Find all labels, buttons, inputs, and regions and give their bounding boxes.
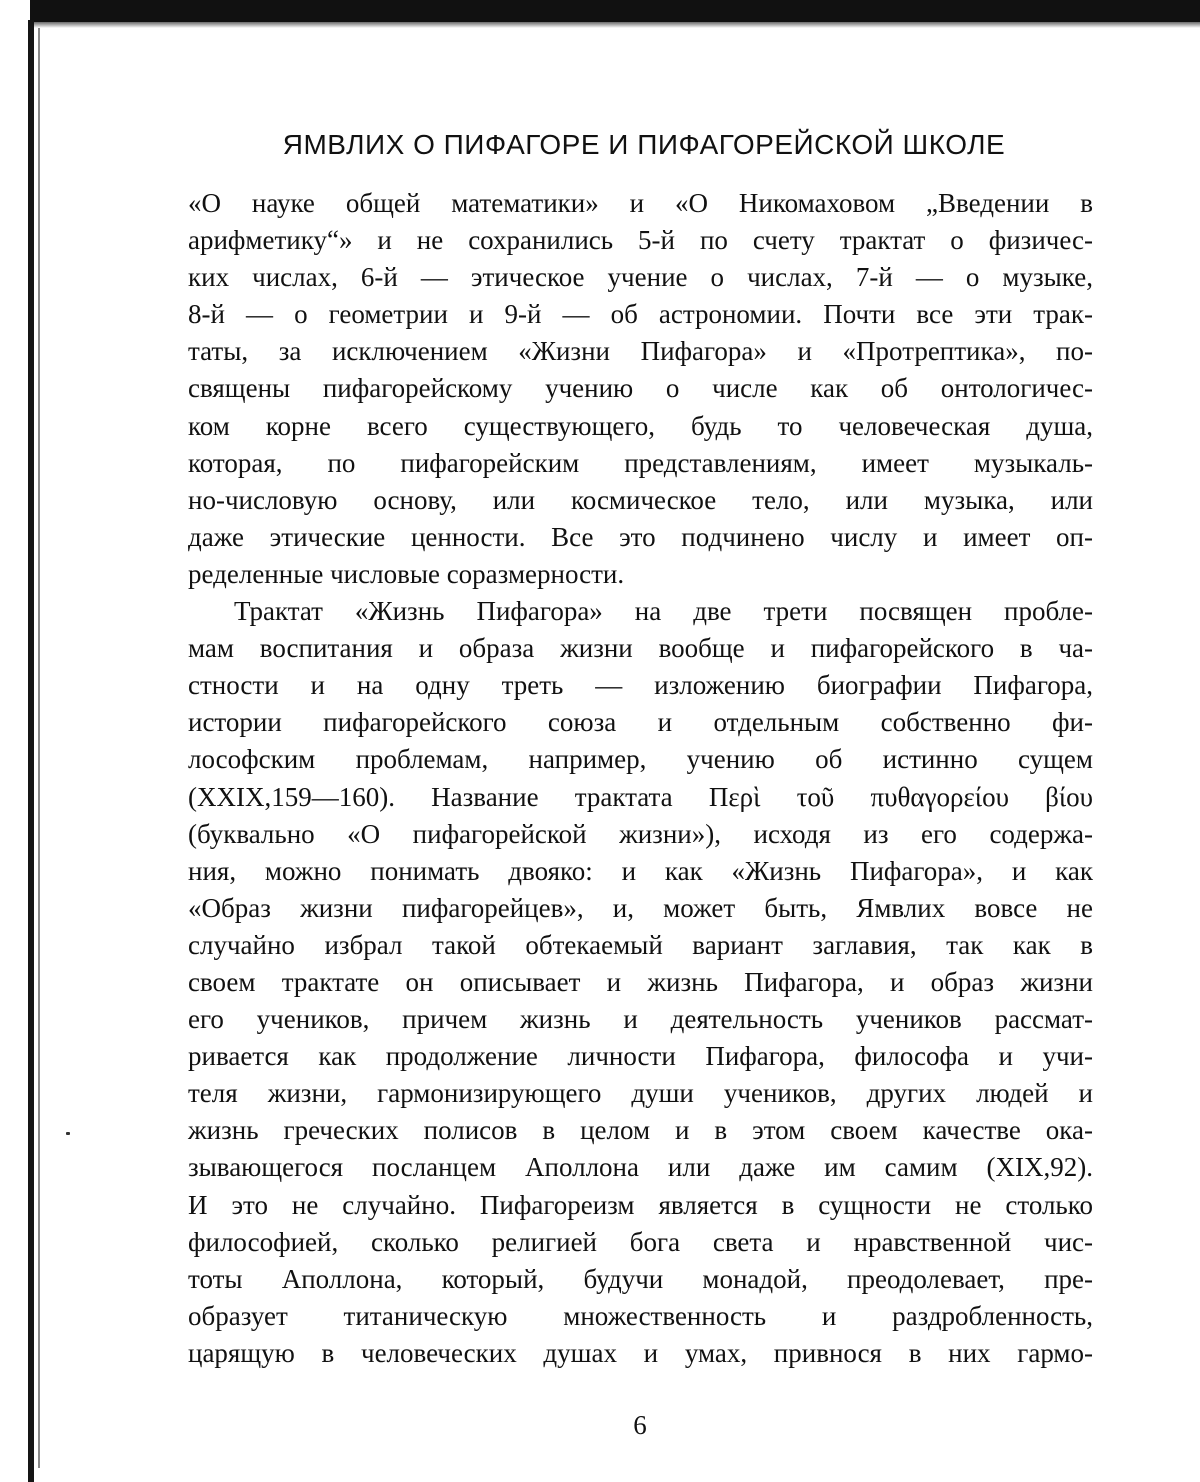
text-line: «О науке общей математики» и «О Никомаховом „Введении в (188, 188, 1093, 218)
text-line: зывающегося посланцем Аполлона или даже им самим (XIX,92). (188, 1152, 1093, 1183)
text-line: лософским проблемам, например, учению об истинно сущем (188, 744, 1093, 775)
text-line: (буквально «О пифагорейской жизни»), исходя из его содержа- (188, 818, 1093, 849)
text-line: ких числах, 6-й — этическое учение о числах, 7-й — о музыке, (188, 262, 1093, 293)
paragraph-2 (188, 593, 1093, 1372)
text-line: но-числовую основу, или космическое тело, или музыка, или (188, 484, 1093, 515)
text-line: ределенные числовые соразмерности. (188, 558, 625, 589)
text-line: ком корне всего существующего, будь то человеческая душа, (188, 410, 1093, 441)
scan-left-edge-shadow (38, 28, 40, 1468)
text-line: «Образ жизни пифагорейцев», и, может быть, Ямвлих вовсе не (188, 892, 1093, 923)
text-line: истории пифагорейского союза и отдельным собственно фи- (188, 707, 1093, 738)
text-line: таты, за исключением «Жизни Пифагора» и «Протрептика», по- (188, 336, 1093, 367)
text-line: Трактат «Жизнь Пифагора» на две трети посвящен пробле- (234, 596, 1093, 627)
text-line: тоты Аполлона, который, будучи монадой, преодолевает, пре- (188, 1263, 1093, 1294)
page-body (188, 185, 1093, 1372)
text-line: ривается как продолжение личности Пифагора, философа и учи- (188, 1041, 1093, 1072)
text-line: стности и на одну треть — изложению биографии Пифагора, (188, 670, 1093, 701)
text-line: теля жизни, гармонизирующего души учеников, других людей и (188, 1078, 1093, 1109)
running-header: ЯМВЛИХ О ПИФАГОРЕ И ПИФАГОРЕЙСКОЙ ШКОЛЕ (282, 129, 1006, 160)
text-line: И это не случайно. Пифагореизм является в сущности не столько (188, 1189, 1093, 1220)
text-line: арифметику“» и не сохранились 5-й по счету трактат о физичес- (188, 225, 1093, 256)
scan-top-shadow (0, 22, 1200, 28)
scan-top-edge (0, 0, 1200, 22)
scan-left-edge-line (28, 20, 34, 1482)
text-line: мам воспитания и образа жизни вообще и пифагорейского в ча- (188, 633, 1093, 664)
text-line: (XXIX,159—160). Название трактата Περὶ τοῦ πυθαγορείου βίου (188, 781, 1093, 812)
text-line: его учеников, причем жизнь и деятельность учеников рассмат- (188, 1004, 1093, 1035)
text-line: даже этические ценности. Все это подчинено числу и имеет оп- (188, 521, 1093, 552)
page-number: 6 (633, 1410, 647, 1440)
text-line: священы пифагорейскому учению о числе как об онтологичес- (188, 373, 1093, 404)
paragraph-1 (188, 185, 1093, 593)
text-line: жизнь греческих полисов в целом и в этом своем качестве ока- (188, 1115, 1093, 1146)
text-line: философией, сколько религией бога света и нравственной чис- (188, 1226, 1093, 1257)
text-line: случайно избрал такой обтекаемый вариант заглавия, так как в (188, 929, 1093, 960)
text-line: образует титаническую множественность и раздробленность, (188, 1300, 1093, 1331)
text-line: 8-й — о геометрии и 9-й — об астрономии. Почти все эти трак- (188, 299, 1093, 330)
text-line: царящую в человеческих душах и умах, привнося в них гармо- (188, 1337, 1093, 1368)
text-line: своем трактате он описывает и жизнь Пифагора, и образ жизни (188, 966, 1093, 997)
text-line: которая, по пифагорейским представлениям, имеет музыкаль- (188, 447, 1093, 478)
scan-dust-speck (66, 1132, 70, 1135)
text-line: ния, можно понимать двояко: и как «Жизнь Пифагора», и как (188, 855, 1093, 886)
scan-left-margin (0, 0, 30, 1482)
